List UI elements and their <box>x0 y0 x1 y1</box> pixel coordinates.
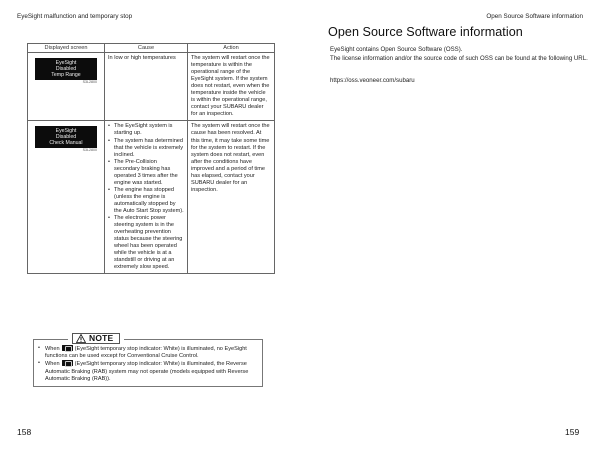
header-displayed-screen: Displayed screen <box>28 44 105 53</box>
action-cell: The system will restart once the temperature is within the operational range of the EyeSight system. If the system does not restart, even when the temperature inside the vehicle is within the operational range, contact your SUBARU dealer for an inspection. <box>188 53 275 121</box>
note-text: (EyeSight temporary stop indicator: White) is illuminated, no EyeSight functions can be used except for Conventional Cruise Control. <box>45 346 247 360</box>
right-running-head: Open Source Software information <box>486 13 583 20</box>
list-item: • The electronic power steering system is in the overheating prevention status because the steering wheel has been operated while the vehicle is at a standstill or driving at an extremely slow speed. <box>108 215 184 271</box>
note-item <box>38 345 258 360</box>
warning-icon <box>76 334 86 343</box>
table-row <box>28 53 275 121</box>
malfunction-table <box>27 43 275 274</box>
display-line: Disabled <box>55 134 77 141</box>
display-screen-image <box>35 126 97 148</box>
image-code: S3L2800 <box>82 80 97 84</box>
table-row <box>28 121 275 274</box>
note-text: When <box>45 361 60 368</box>
display-cell <box>28 53 105 121</box>
image-code: S3L2800 <box>82 148 97 153</box>
cause-cell: In low or high temperatures <box>105 53 188 121</box>
note-text: When <box>45 346 60 352</box>
left-running-head: EyeSight malfunction and temporary stop <box>17 13 133 20</box>
display-cell <box>28 121 105 274</box>
note-item <box>38 360 258 383</box>
display-screen-image <box>35 58 97 80</box>
table-header-row <box>28 44 275 53</box>
oss-paragraph: EyeSight contains Open Source Software (OSS). <box>330 46 463 53</box>
list-item: • The system has determined that the vehicle is extremely inclined. <box>108 138 184 159</box>
list-item: • The Pre-Collision secondary braking has operated 3 times after the engine was started. <box>108 159 184 187</box>
header-action: Action <box>188 44 275 53</box>
display-line: Disabled <box>55 66 77 72</box>
right-page-number: 159 <box>565 427 580 437</box>
list-item: • The EyeSight system is starting up. <box>108 123 184 137</box>
display-line: EyeSight <box>55 60 77 66</box>
oss-url: https://oss.veoneer.com/subaru <box>330 77 415 84</box>
action-cell: The system will restart once the cause has been resolved. At this time, it may take some time for the system to restart. If the system does not restart, even after the conditions have improved and a period of time has elapsed, contact your SUBARU dealer for an inspection. <box>188 121 275 274</box>
page-title: Open Source Software information <box>328 25 523 39</box>
header-cause: Cause <box>105 44 188 53</box>
note-text: (EyeSight temporary stop indicator: White) is illuminated, the Reverse Automatic Braking (RAB) system may not operate (models equipped with Reverse Automatic Braking (RAB)). <box>45 361 249 382</box>
left-page-number: 158 <box>17 427 32 437</box>
note-box <box>33 339 263 387</box>
oss-paragraph: The license information and/or the source code of such OSS can be found at the following URL. <box>330 54 588 62</box>
list-item: • The engine has stopped (unless the engine is automatically stopped by the Auto Start Stop system). <box>108 187 184 215</box>
note-title: NOTE <box>89 333 114 343</box>
cause-list <box>108 123 184 271</box>
eyesight-temporary-stop-indicator-icon <box>62 345 73 351</box>
note-header <box>68 331 124 345</box>
oss-body <box>330 46 592 63</box>
cause-cell <box>105 121 188 274</box>
display-line: EyeSight <box>55 128 77 135</box>
eyesight-temporary-stop-indicator-icon <box>62 360 73 366</box>
display-line: Check Manual <box>49 140 83 147</box>
display-line: Temp Range <box>51 72 81 78</box>
